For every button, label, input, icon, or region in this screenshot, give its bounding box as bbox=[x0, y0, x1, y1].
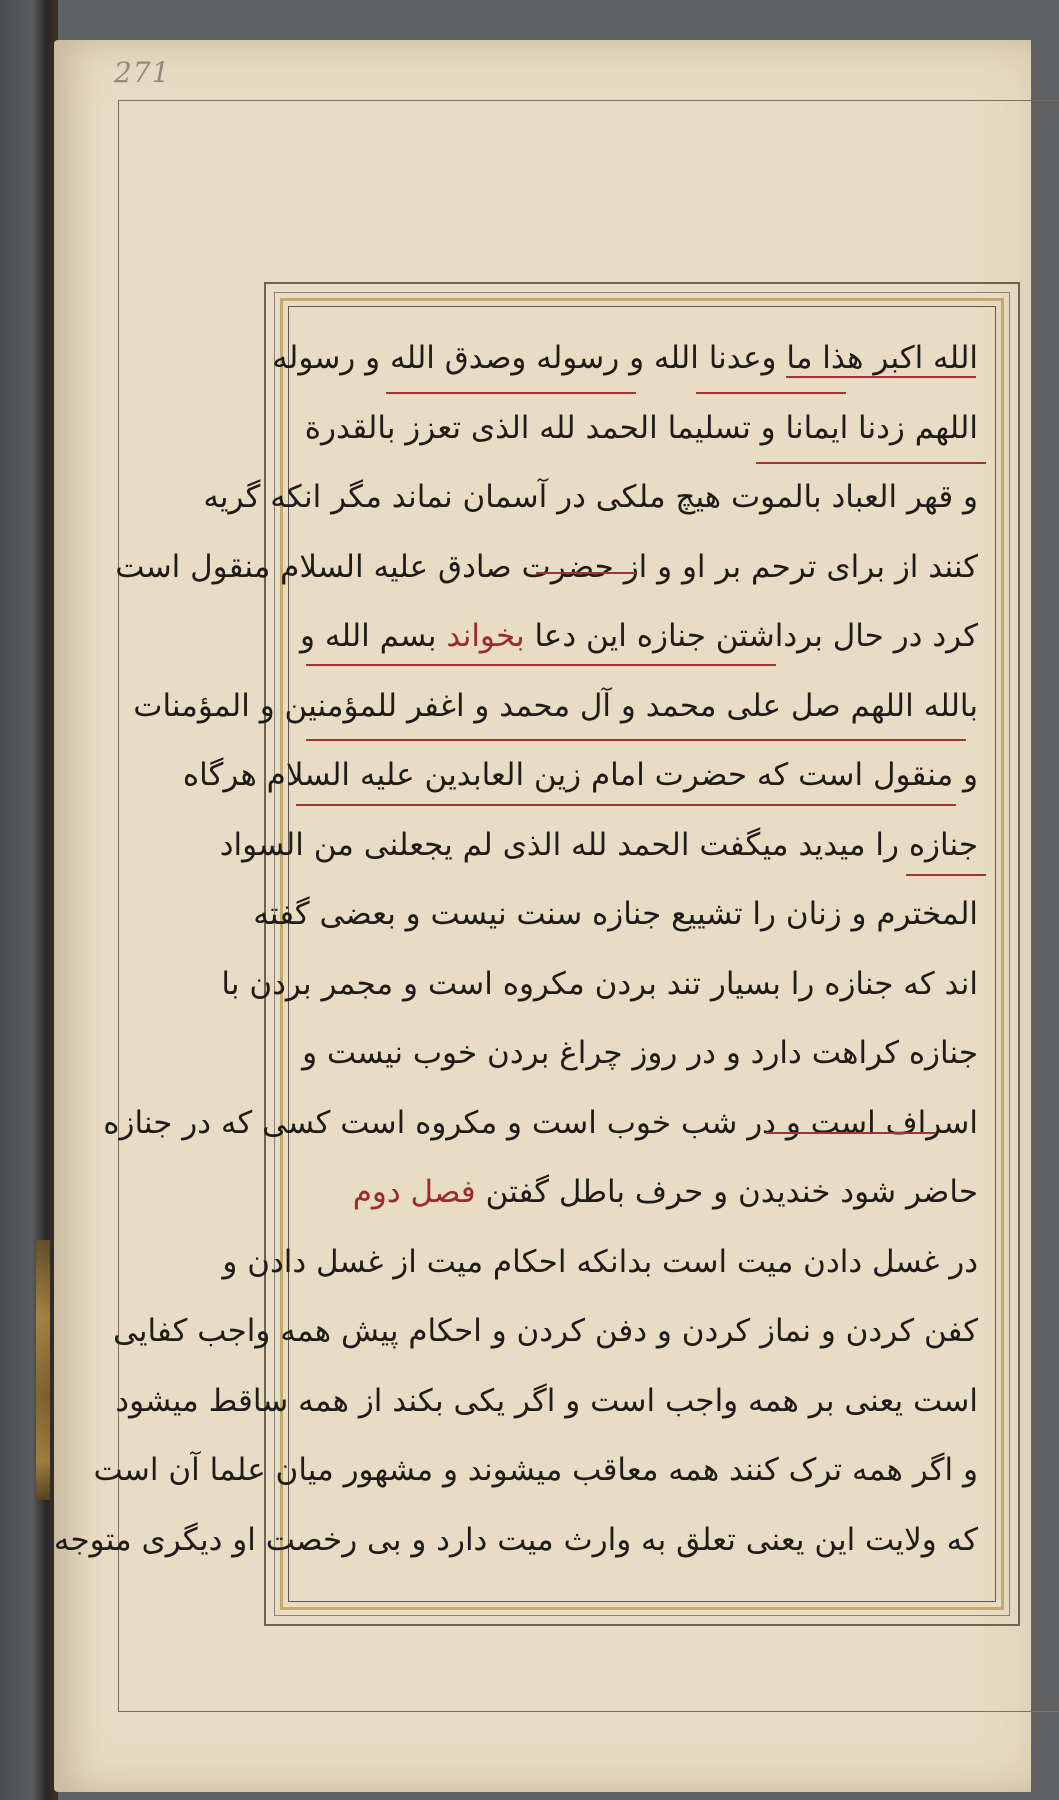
text-line: اللهم زدنا ایمانا و تسلیما الحمد لله الذی تعزز بالقدرة bbox=[304, 409, 978, 446]
folio-number: 271 bbox=[114, 56, 171, 89]
text-line: در غسل دادن میت است بدانکه احکام میت از غسل دادن و bbox=[222, 1243, 978, 1280]
rubric-overline bbox=[306, 739, 966, 741]
rubric-overline bbox=[906, 874, 986, 876]
text-line: کرد در حال برداشتن جنازه این دعا بخواند بسم الله و bbox=[300, 618, 978, 654]
text-line: بالله اللهم صل علی محمد و آل محمد و اغفر للمؤمنین و المؤمنات bbox=[133, 687, 978, 724]
text-line: اسراف است و در شب خوب است و مکروه است کسی که در جنازه bbox=[103, 1104, 978, 1141]
text-line: کنند از برای ترحم بر او و از حضرت صادق علیه السلام منقول است bbox=[115, 548, 978, 585]
text-line: المخترم و زنان را تشییع جنازه سنت نیست و بعضی گفته bbox=[253, 896, 978, 932]
text-line: کفن کردن و نماز کردن و دفن کردن و احکام پیش همه واجب کفایی bbox=[112, 1313, 978, 1349]
text-line: که ولایت این یعنی تعلق به وارث میت دارد و بی رخصت او دیگری متوجه bbox=[53, 1521, 978, 1558]
text-line: الله اکبر هذا ما وعدنا الله و رسوله وصدق الله و رسوله bbox=[272, 340, 978, 376]
text-line: و قهر العباد بالموت هیچ ملکی در آسمان نماند مگر انکه گریه bbox=[203, 479, 978, 515]
text-line: است یعنی بر همه واجب است و اگر یکی بکند از همه ساقط میشود bbox=[115, 1382, 978, 1419]
text-line: جنازه را میدید میگفت الحمد لله الذی لم یجعلنی من السواد bbox=[219, 826, 978, 863]
text-frame bbox=[53, 282, 1020, 1626]
rubric-overline bbox=[306, 664, 776, 666]
manuscript-page bbox=[54, 40, 1031, 1792]
rubric-overline bbox=[786, 376, 976, 378]
text-line: اند که جنازه را بسیار تند بردن مکروه است و مجمر بردن با bbox=[221, 965, 978, 1002]
rubric-overline bbox=[536, 572, 636, 574]
rubric-overline bbox=[386, 392, 636, 394]
rubric-word: بخواند bbox=[446, 618, 525, 654]
text-line: و اگر همه ترک کنند همه معاقب میشوند و مشهور میان علما آن است bbox=[93, 1452, 978, 1488]
rubric-overline bbox=[296, 804, 956, 806]
text-line: و منقول است که حضرت امام زین العابدین علیه السلام هرگاه bbox=[182, 757, 978, 793]
text-line: حاضر شود خندیدن و حرف باطل گفتن فصل دوم bbox=[352, 1174, 978, 1210]
rubric-overline bbox=[756, 462, 986, 464]
book-spine bbox=[0, 0, 58, 1800]
text-line: جنازه کراهت دارد و در روز چراغ بردن خوب نیست و bbox=[302, 1035, 978, 1071]
rubric-heading: فصل دوم bbox=[352, 1174, 476, 1210]
text-block bbox=[53, 324, 978, 1575]
spine-gilding bbox=[36, 1240, 50, 1500]
rubric-overline bbox=[696, 392, 846, 394]
rubric-overline bbox=[766, 1132, 936, 1134]
